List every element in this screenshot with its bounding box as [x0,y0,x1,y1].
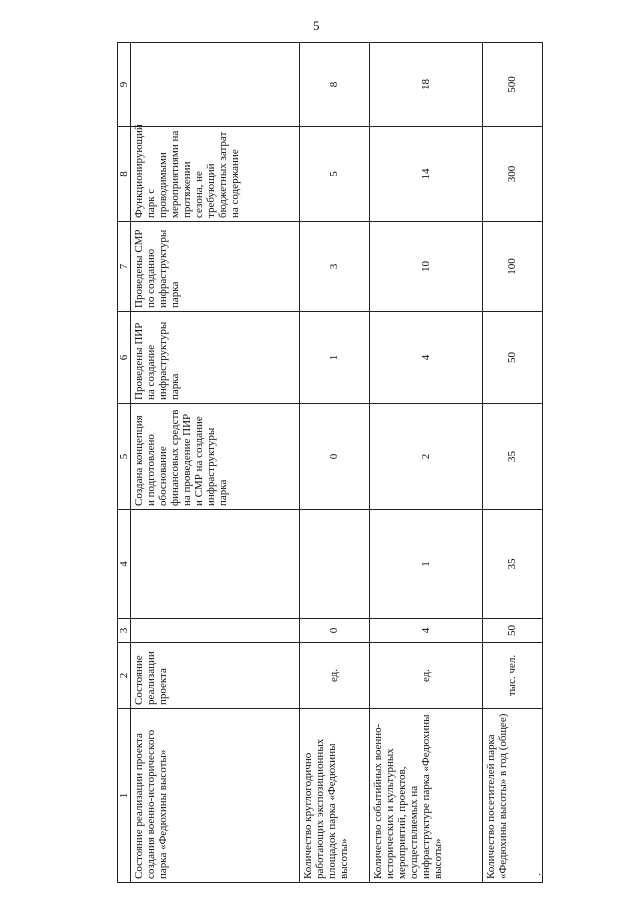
value-cell: 50 [482,619,542,643]
header-cell: 7 [118,222,131,312]
value-cell: Проведены СМР по созданию инфраструктуры парка [131,222,300,312]
scan-speck: · [538,870,542,881]
value-cell [299,510,369,619]
header-row [118,43,131,883]
rotated-table-wrapper [117,43,543,883]
value-cell: 2 [370,404,483,510]
value-cell: 500 [482,43,542,127]
header-cell: 6 [118,312,131,404]
header-cell: 4 [118,510,131,619]
header-cell: 2 [118,643,131,709]
value-cell: 35 [482,404,542,510]
value-cell [131,619,300,643]
table-row [131,43,300,883]
value-cell: 8 [299,43,369,127]
value-cell: 0 [299,619,369,643]
row-unit: Состояние реализации проекта [131,643,300,709]
table-row [482,43,542,883]
value-cell: 300 [482,127,542,222]
value-cell: 35 [482,510,542,619]
value-cell [131,43,300,127]
value-cell: 4 [370,619,483,643]
value-cell: 1 [370,510,483,619]
row-name: Количество событийных военно-исторических и культурных мероприятий, проектов, осуществляемых на инфраструктуре парка «Федюхины высоты» [370,709,483,883]
value-cell: 14 [370,127,483,222]
table-row [370,43,483,883]
value-cell: 0 [299,404,369,510]
value-cell: 50 [482,312,542,404]
value-cell [131,510,300,619]
header-cell: 8 [118,127,131,222]
value-cell: 1 [299,312,369,404]
row-name: Состояние реализации проекта создания военно-исторического парка «Федюхины высоты» [131,709,300,883]
value-cell: 5 [299,127,369,222]
table-row [299,43,369,883]
row-unit: ед. [299,643,369,709]
value-cell: Проведены ПИР на создание инфраструктуры парка [131,312,300,404]
row-unit: ед. [370,643,483,709]
row-name: Количество круглогодично работающих экспозиционных площадок парка «Федюхины высоты» [299,709,369,883]
value-cell: Создана концепция и подготовлено обоснование финансовых средств на проведение ПИР и СМР на создание инфраструктуры парка [131,404,300,510]
value-cell: 4 [370,312,483,404]
row-unit: тыс. чел. [482,643,542,709]
header-cell: 9 [118,43,131,127]
header-cell: 1 [118,709,131,883]
value-cell: 100 [482,222,542,312]
value-cell: 10 [370,222,483,312]
indicators-table [117,42,543,883]
value-cell: 18 [370,43,483,127]
value-cell: Функционирующий парк с проводимыми мероприятиями на протяжении сезона, не требующий бюджетных затрат на содержание [131,127,300,222]
row-name: Количество посетителей парка «Федюхины высоты» в год (общее) [482,709,542,883]
value-cell: 3 [299,222,369,312]
header-cell: 3 [118,619,131,643]
header-cell: 5 [118,404,131,510]
page-number: 5 [313,18,320,33]
